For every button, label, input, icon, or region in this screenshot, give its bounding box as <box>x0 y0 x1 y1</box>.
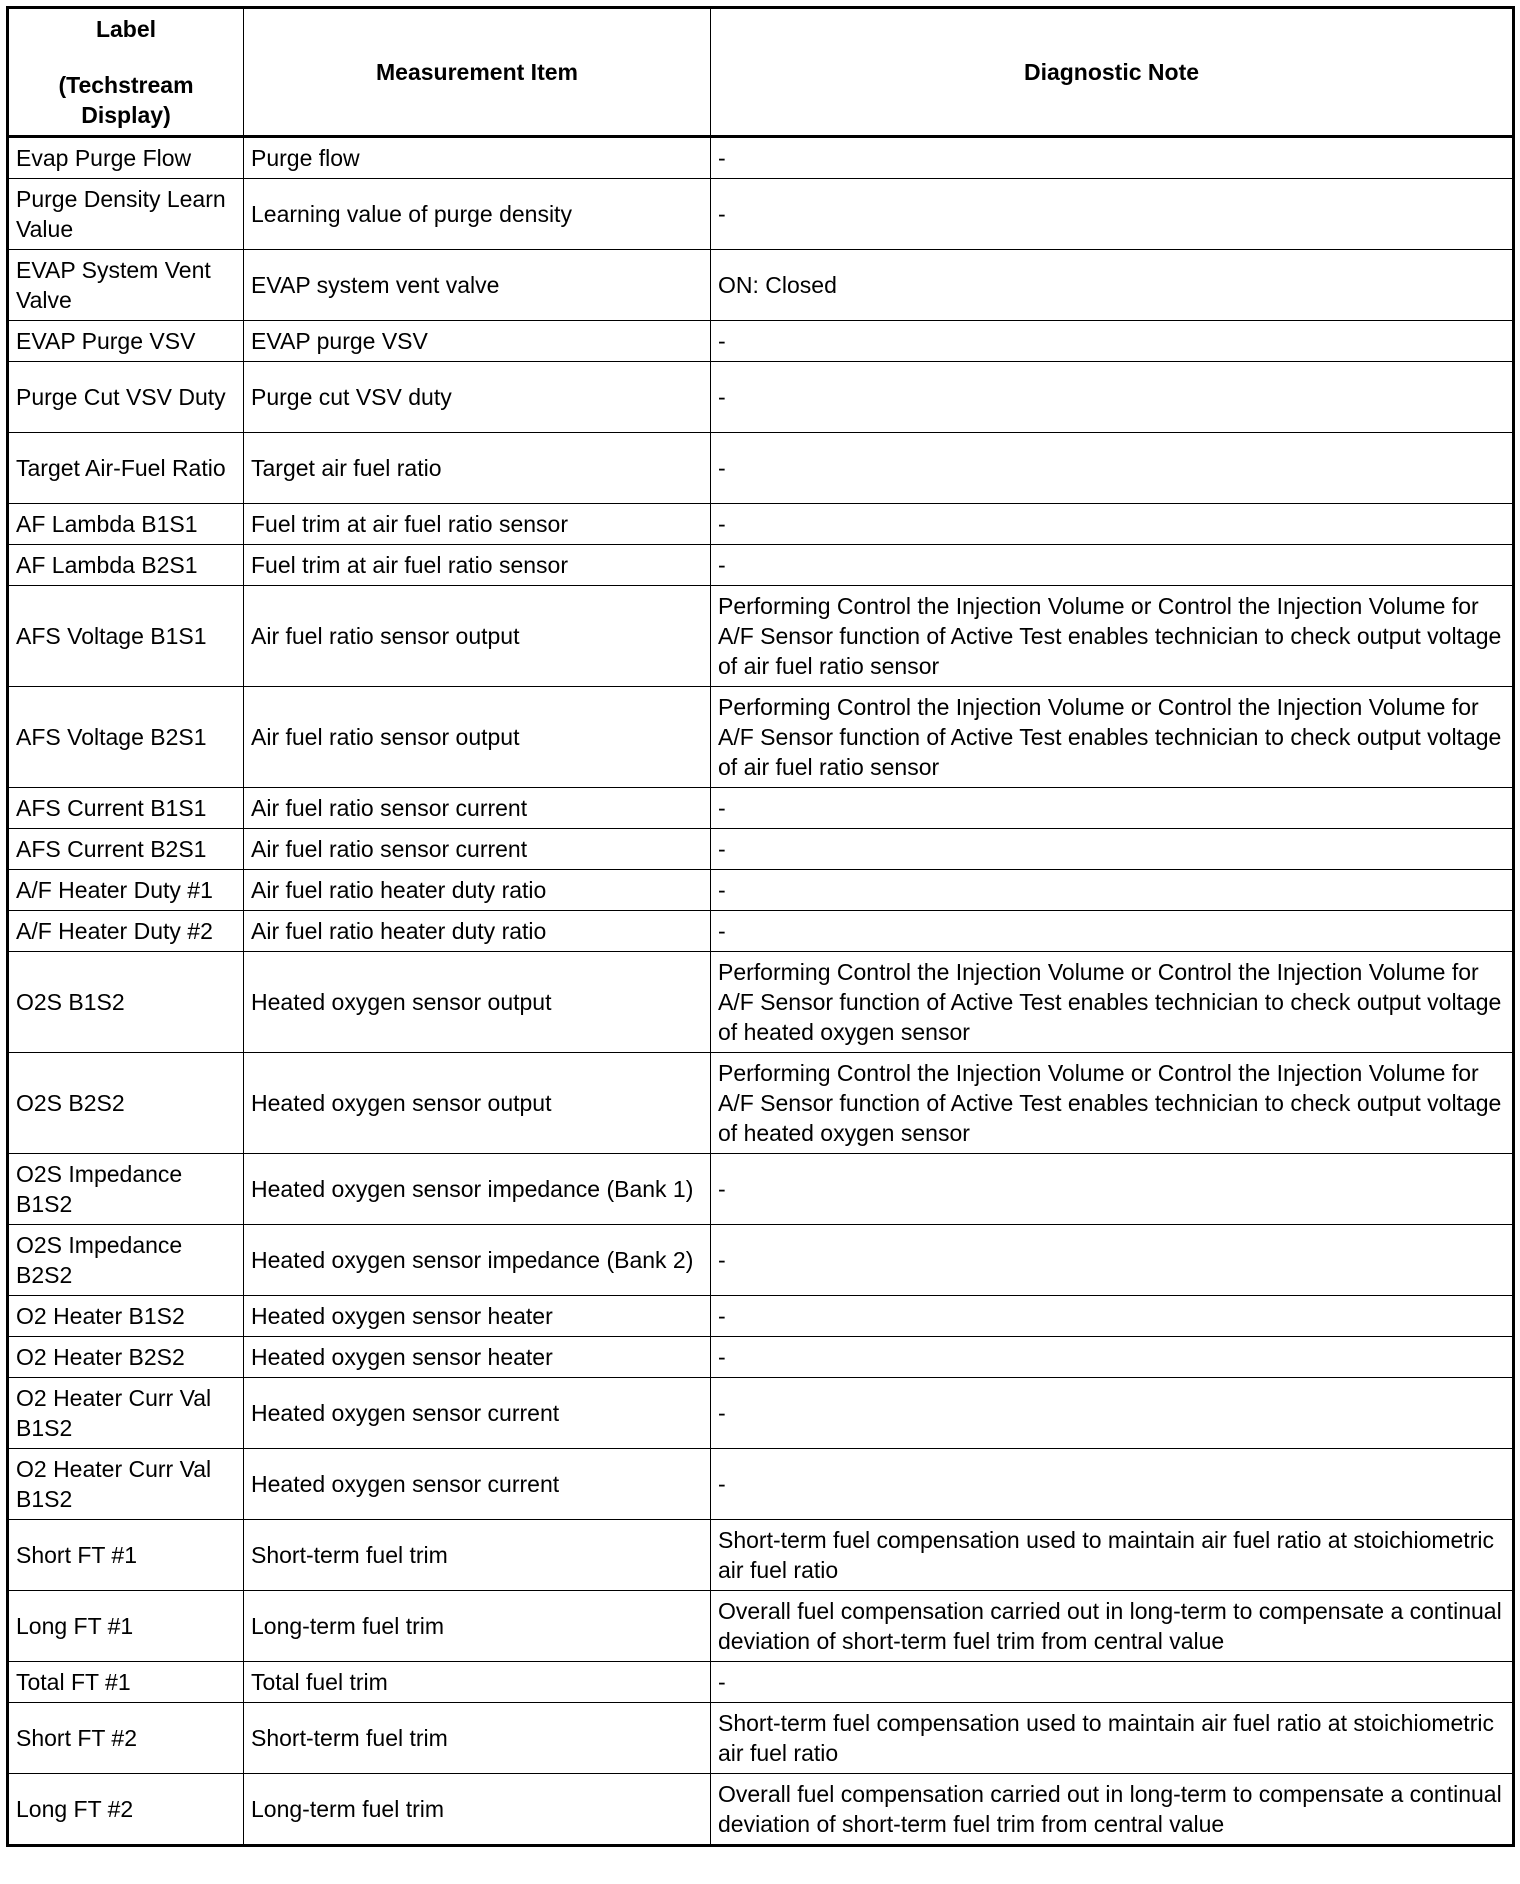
cell-measurement-item: Heated oxygen sensor impedance (Bank 2) <box>244 1225 711 1296</box>
cell-diagnostic-note: - <box>711 1154 1514 1225</box>
table-row <box>8 911 1514 952</box>
cell-label: Long FT #1 <box>8 1591 244 1662</box>
cell-measurement-item: Air fuel ratio heater duty ratio <box>244 911 711 952</box>
cell-measurement-item: Air fuel ratio sensor current <box>244 788 711 829</box>
cell-label: Target Air-Fuel Ratio <box>8 433 244 504</box>
cell-diagnostic-note: Performing Control the Injection Volume or Control the Injection Volume for A/F Sensor function of Active Test enables technician to check output voltage of heated oxygen sensor <box>711 952 1514 1053</box>
table-row <box>8 1225 1514 1296</box>
cell-measurement-item: Purge flow <box>244 137 711 179</box>
cell-measurement-item: EVAP system vent valve <box>244 250 711 321</box>
cell-measurement-item: Short-term fuel trim <box>244 1520 711 1591</box>
cell-diagnostic-note: - <box>711 1378 1514 1449</box>
cell-diagnostic-note: - <box>711 433 1514 504</box>
cell-diagnostic-note: - <box>711 137 1514 179</box>
cell-measurement-item: Air fuel ratio sensor output <box>244 586 711 687</box>
cell-diagnostic-note: - <box>711 504 1514 545</box>
cell-diagnostic-note: Overall fuel compensation carried out in long-term to compensate a continual deviation of short-term fuel trim from central value <box>711 1774 1514 1846</box>
cell-label: EVAP System Vent Valve <box>8 250 244 321</box>
cell-measurement-item: Heated oxygen sensor heater <box>244 1296 711 1337</box>
cell-label: AFS Current B2S1 <box>8 829 244 870</box>
header-label-title: Label <box>95 16 157 42</box>
cell-label: AFS Current B1S1 <box>8 788 244 829</box>
cell-diagnostic-note: - <box>711 1225 1514 1296</box>
cell-diagnostic-note: - <box>711 545 1514 586</box>
cell-label: AFS Voltage B1S1 <box>8 586 244 687</box>
cell-diagnostic-note: - <box>711 321 1514 362</box>
header-diagnostic-note: Diagnostic Note <box>711 8 1514 137</box>
cell-diagnostic-note: - <box>711 1449 1514 1520</box>
table-row <box>8 829 1514 870</box>
cell-measurement-item: Total fuel trim <box>244 1662 711 1703</box>
cell-diagnostic-note: Short-term fuel compensation used to maintain air fuel ratio at stoichiometric air fuel ratio <box>711 1520 1514 1591</box>
table-row <box>8 433 1514 504</box>
table-row <box>8 1774 1514 1846</box>
table-row <box>8 1296 1514 1337</box>
cell-label: Short FT #1 <box>8 1520 244 1591</box>
cell-label: A/F Heater Duty #2 <box>8 911 244 952</box>
cell-measurement-item: Short-term fuel trim <box>244 1703 711 1774</box>
cell-measurement-item: Purge cut VSV duty <box>244 362 711 433</box>
cell-label: AF Lambda B1S1 <box>8 504 244 545</box>
cell-diagnostic-note: Overall fuel compensation carried out in long-term to compensate a continual deviation of short-term fuel trim from central value <box>711 1591 1514 1662</box>
data-list-table <box>6 6 1515 1847</box>
table-row <box>8 504 1514 545</box>
cell-measurement-item: Heated oxygen sensor output <box>244 1053 711 1154</box>
table-header-row <box>8 8 1514 137</box>
cell-measurement-item: EVAP purge VSV <box>244 321 711 362</box>
cell-diagnostic-note: - <box>711 1296 1514 1337</box>
cell-label: O2 Heater B1S2 <box>8 1296 244 1337</box>
cell-measurement-item: Long-term fuel trim <box>244 1591 711 1662</box>
cell-measurement-item: Fuel trim at air fuel ratio sensor <box>244 545 711 586</box>
cell-measurement-item: Heated oxygen sensor current <box>244 1378 711 1449</box>
cell-label: O2S B1S2 <box>8 952 244 1053</box>
cell-label: AFS Voltage B2S1 <box>8 687 244 788</box>
table-row <box>8 1591 1514 1662</box>
cell-label: Evap Purge Flow <box>8 137 244 179</box>
cell-measurement-item: Fuel trim at air fuel ratio sensor <box>244 504 711 545</box>
cell-measurement-item: Air fuel ratio sensor current <box>244 829 711 870</box>
cell-measurement-item: Air fuel ratio sensor output <box>244 687 711 788</box>
table-row <box>8 1154 1514 1225</box>
table-row <box>8 362 1514 433</box>
cell-label: Long FT #2 <box>8 1774 244 1846</box>
header-measurement-item: Measurement Item <box>244 8 711 137</box>
cell-label: EVAP Purge VSV <box>8 321 244 362</box>
cell-diagnostic-note: Performing Control the Injection Volume or Control the Injection Volume for A/F Sensor function of Active Test enables technician to check output voltage of air fuel ratio sensor <box>711 687 1514 788</box>
cell-diagnostic-note: Performing Control the Injection Volume or Control the Injection Volume for A/F Sensor function of Active Test enables technician to check output voltage of heated oxygen sensor <box>711 1053 1514 1154</box>
cell-label: O2 Heater Curr Val B1S2 <box>8 1378 244 1449</box>
cell-measurement-item: Heated oxygen sensor output <box>244 952 711 1053</box>
table-row <box>8 870 1514 911</box>
cell-measurement-item: Target air fuel ratio <box>244 433 711 504</box>
table-row <box>8 1449 1514 1520</box>
cell-diagnostic-note: ON: Closed <box>711 250 1514 321</box>
table-row <box>8 179 1514 250</box>
table-row <box>8 1662 1514 1703</box>
header-label <box>8 8 244 137</box>
table-row <box>8 250 1514 321</box>
cell-label: O2S Impedance B1S2 <box>8 1154 244 1225</box>
cell-diagnostic-note: - <box>711 362 1514 433</box>
cell-diagnostic-note: - <box>711 788 1514 829</box>
cell-diagnostic-note: Performing Control the Injection Volume or Control the Injection Volume for A/F Sensor function of Active Test enables technician to check output voltage of air fuel ratio sensor <box>711 586 1514 687</box>
cell-diagnostic-note: - <box>711 870 1514 911</box>
cell-measurement-item: Heated oxygen sensor heater <box>244 1337 711 1378</box>
cell-measurement-item: Heated oxygen sensor current <box>244 1449 711 1520</box>
table-row <box>8 1378 1514 1449</box>
cell-diagnostic-note: Short-term fuel compensation used to maintain air fuel ratio at stoichiometric air fuel ratio <box>711 1703 1514 1774</box>
table-row <box>8 586 1514 687</box>
table-row <box>8 1053 1514 1154</box>
cell-measurement-item: Learning value of purge density <box>244 179 711 250</box>
cell-label: O2S Impedance B2S2 <box>8 1225 244 1296</box>
header-label-subtitle: (Techstream Display) <box>58 72 194 128</box>
cell-measurement-item: Heated oxygen sensor impedance (Bank 1) <box>244 1154 711 1225</box>
cell-diagnostic-note: - <box>711 1337 1514 1378</box>
table-row <box>8 952 1514 1053</box>
cell-label: O2S B2S2 <box>8 1053 244 1154</box>
cell-label: Purge Density Learn Value <box>8 179 244 250</box>
cell-label: Short FT #2 <box>8 1703 244 1774</box>
cell-label: Purge Cut VSV Duty <box>8 362 244 433</box>
table-row <box>8 137 1514 179</box>
cell-diagnostic-note: - <box>711 1662 1514 1703</box>
table-row <box>8 687 1514 788</box>
cell-diagnostic-note: - <box>711 829 1514 870</box>
table-row <box>8 1520 1514 1591</box>
cell-label: A/F Heater Duty #1 <box>8 870 244 911</box>
table-row <box>8 321 1514 362</box>
cell-measurement-item: Air fuel ratio heater duty ratio <box>244 870 711 911</box>
cell-label: O2 Heater Curr Val B1S2 <box>8 1449 244 1520</box>
data-list-table-container <box>6 6 1515 1847</box>
cell-label: Total FT #1 <box>8 1662 244 1703</box>
cell-label: O2 Heater B2S2 <box>8 1337 244 1378</box>
cell-measurement-item: Long-term fuel trim <box>244 1774 711 1846</box>
table-row <box>8 545 1514 586</box>
table-row <box>8 788 1514 829</box>
table-row <box>8 1703 1514 1774</box>
cell-diagnostic-note: - <box>711 179 1514 250</box>
cell-label: AF Lambda B2S1 <box>8 545 244 586</box>
cell-diagnostic-note: - <box>711 911 1514 952</box>
table-row <box>8 1337 1514 1378</box>
